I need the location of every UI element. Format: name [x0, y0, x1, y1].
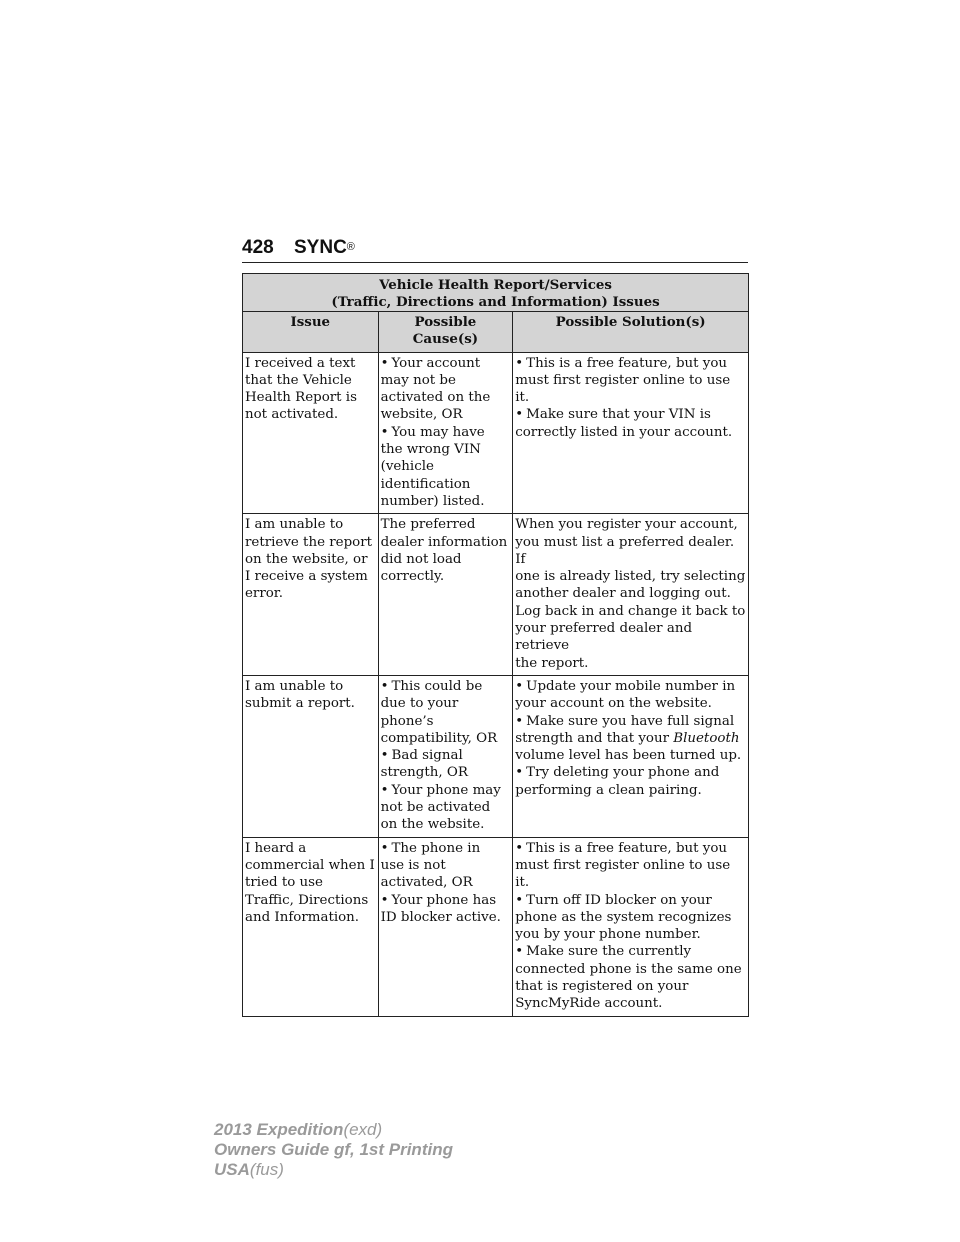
solution-text-line [515, 406, 746, 423]
solution-text: must first register online to use it. [515, 372, 731, 406]
solution-text-line [515, 620, 746, 655]
table-title-line-2: (Traffic, Directions and Information) Issues [331, 293, 660, 310]
issue-cell [243, 352, 379, 514]
issue-text-line: and Information. [245, 909, 360, 925]
page-header [242, 238, 748, 263]
cause-text: not be activated [380, 800, 491, 816]
solution-text: Update your mobile number in [526, 678, 736, 694]
solution-text: SyncMyRide account. [515, 996, 663, 1012]
solution-text-line [515, 655, 746, 672]
issue-text-line: submit a report. [245, 696, 355, 712]
cause-text: strength, OR [380, 765, 468, 781]
cause-text-line [381, 857, 511, 874]
cause-text: the wrong VIN [380, 442, 481, 458]
solution-cell [513, 352, 749, 514]
solution-text-line [515, 995, 746, 1012]
cause-text-line [381, 816, 511, 833]
footer-market-code: (fus) [249, 1160, 284, 1179]
column-header-cause-line-2: Cause(s) [412, 331, 479, 348]
solution-text: phone as the system recognizes [515, 909, 732, 925]
solution-text-line [515, 909, 746, 926]
footer-guide: Owners Guide gf, 1st Printing [214, 1140, 453, 1159]
table-title [243, 274, 749, 312]
cause-text: Your phone may [391, 782, 501, 798]
solution-text-line [515, 730, 746, 747]
solution-text: Make sure the currently [526, 944, 692, 960]
cause-text: number) listed. [380, 493, 485, 509]
solution-text: This is a free feature, but you [526, 840, 728, 856]
solution-text-line [515, 961, 746, 978]
cause-text: The preferred [380, 517, 476, 533]
cause-text: dealer information [380, 534, 508, 550]
cause-text: The phone in [391, 840, 481, 856]
cause-cell [378, 514, 513, 676]
cause-text-line [381, 764, 511, 781]
issue-cell [243, 675, 379, 837]
print-footer [214, 1120, 453, 1180]
cause-cell [378, 837, 513, 1016]
column-header-cause [378, 312, 513, 353]
solution-text-line [515, 585, 746, 602]
cause-text: Your account [391, 355, 481, 371]
table-row [243, 514, 749, 676]
cause-text-line [381, 874, 511, 891]
issue-text-line: Traffic, Directions [245, 892, 369, 908]
cause-text-line [381, 476, 511, 493]
solution-text-line [515, 534, 746, 569]
cause-text: identification [380, 476, 471, 492]
cause-text: activated on the [380, 390, 491, 406]
table-body [243, 352, 749, 1016]
cause-text: Your phone has [391, 892, 497, 908]
cause-text-line [381, 568, 511, 585]
cause-text-line [381, 892, 511, 909]
solution-text: you must list a preferred dealer. If [515, 534, 735, 567]
footer-market: USA [214, 1160, 250, 1179]
solution-text: Make sure that your VIN is [526, 407, 711, 423]
solution-text-line [515, 355, 746, 372]
cause-text-line [381, 424, 511, 441]
page-number: 428 [242, 237, 274, 258]
cause-text-line [381, 458, 511, 475]
footer-line-3 [214, 1160, 453, 1180]
solution-text: that is registered on your [515, 978, 689, 994]
solution-text-line [515, 678, 746, 695]
issue-text-line: commercial when I [245, 857, 375, 873]
solution-text: correctly listed in your account. [515, 424, 733, 440]
column-header-issue-label: Issue [290, 314, 331, 330]
solution-cell [513, 514, 749, 676]
solution-text-line [515, 568, 746, 585]
cause-text: activated, OR [380, 875, 473, 891]
issue-cell [243, 514, 379, 676]
solution-text: one is already listed, try selecting [515, 569, 746, 585]
section-title-text: SYNC [294, 237, 347, 258]
solution-text-line [515, 943, 746, 960]
solution-text: This is a free feature, but you [526, 355, 728, 371]
issue-text-line: I heard a [245, 840, 307, 856]
solution-text: Turn off ID blocker on your [526, 892, 712, 908]
cause-cell [378, 675, 513, 837]
cause-text: website, OR [380, 407, 463, 423]
solution-text-line [515, 424, 746, 441]
solution-italic-text: Bluetooth [673, 730, 740, 746]
solution-text-line [515, 695, 746, 712]
footer-line-1 [214, 1120, 453, 1140]
issue-text-line: tried to use [245, 875, 323, 891]
solution-text-line [515, 857, 746, 892]
issue-text-line: that the Vehicle [245, 372, 352, 388]
solution-text: connected phone is the same one [515, 961, 742, 977]
column-header-solution-label: Possible Solution(s) [555, 314, 706, 330]
issue-text-line: on the website, or [245, 551, 368, 567]
issue-text-line: Health Report is [245, 390, 357, 406]
column-header-solution [513, 312, 749, 353]
cause-text: correctly. [380, 569, 445, 585]
section-title [294, 238, 355, 258]
issue-text-line: I receive a system [245, 569, 368, 585]
cause-text-line [381, 909, 511, 926]
cause-text-line [381, 713, 511, 730]
solution-text-line [515, 764, 746, 781]
cause-text-line [381, 799, 511, 816]
cause-text: did not load [380, 551, 462, 567]
solution-text: volume level has been turned up. [515, 748, 742, 764]
issue-text-line: I received a text [245, 355, 356, 371]
registered-mark: ® [346, 241, 355, 253]
cause-text-line [381, 406, 511, 423]
solution-text: must first register online to use it. [515, 857, 731, 891]
issue-text-line: I am unable to [245, 517, 344, 533]
cause-text-line [381, 389, 511, 406]
solution-text: another dealer and logging out. [515, 586, 731, 602]
cause-text-line [381, 372, 511, 389]
cause-text-line [381, 782, 511, 799]
cause-text-line [381, 355, 511, 372]
solution-text-line [515, 603, 746, 620]
cause-text: use is not [380, 857, 446, 873]
cause-text-line [381, 678, 511, 695]
cause-text: (vehicle [380, 459, 434, 475]
issue-text-line: not activated. [245, 407, 339, 423]
column-header-issue [243, 312, 379, 353]
solution-text-line [515, 372, 746, 407]
table-row [243, 352, 749, 514]
cause-text-line [381, 840, 511, 857]
table-row [243, 837, 749, 1016]
cause-text-line [381, 516, 511, 533]
issue-cell [243, 837, 379, 1016]
solution-text-line [515, 516, 746, 533]
cause-text: ID blocker active. [380, 909, 501, 925]
issue-text-line: retrieve the report [245, 534, 372, 550]
footer-line-2 [214, 1140, 453, 1160]
cause-cell [378, 352, 513, 514]
solution-text-line [515, 782, 746, 799]
solution-text: strength and that your [515, 730, 674, 746]
solution-text: Try deleting your phone and [526, 765, 720, 781]
cause-text: This could be [391, 678, 483, 694]
solution-text-line [515, 747, 746, 764]
footer-model-code: (exd) [343, 1120, 383, 1139]
cause-text-line [381, 747, 511, 764]
table-title-row [243, 274, 749, 312]
solution-text-line [515, 892, 746, 909]
solution-text-line [515, 978, 746, 995]
cause-text: You may have [391, 424, 485, 440]
solution-text: the report. [515, 655, 589, 671]
issues-table [242, 273, 749, 1017]
cause-text-line [381, 730, 511, 747]
issue-text-line: I am unable to [245, 678, 344, 694]
solution-text-line [515, 840, 746, 857]
solution-text-line [515, 713, 746, 730]
solution-text-line [515, 926, 746, 943]
cause-text-line [381, 551, 511, 568]
cause-text-line [381, 493, 511, 510]
cause-text: on the website. [380, 817, 485, 833]
column-header-cause-line-1: Possible [414, 314, 477, 330]
solution-cell [513, 675, 749, 837]
cause-text-line [381, 534, 511, 551]
table-title-line-1: Vehicle Health Report/Services [379, 277, 612, 293]
solution-text: your account on the website. [515, 696, 712, 712]
solution-text: Make sure you have full signal [526, 713, 735, 729]
cause-text-line [381, 695, 511, 712]
footer-model: 2013 Expedition [214, 1120, 344, 1139]
solution-text: you by your phone number. [515, 927, 701, 943]
issue-text-line: error. [245, 586, 283, 602]
cause-text: phone’s [380, 713, 434, 729]
cause-text: compatibility, OR [380, 730, 498, 746]
solution-text: Log back in and change it back to [515, 603, 746, 619]
solution-text: When you register your account, [515, 517, 738, 533]
cause-text: Bad signal [391, 748, 463, 764]
table-row [243, 675, 749, 837]
solution-cell [513, 837, 749, 1016]
cause-text: due to your [380, 696, 459, 712]
cause-text-line [381, 441, 511, 458]
solution-text: performing a clean pairing. [515, 782, 702, 798]
cause-text: may not be [380, 372, 456, 388]
table-header-row [243, 312, 749, 353]
solution-text: your preferred dealer and retrieve [515, 621, 693, 654]
